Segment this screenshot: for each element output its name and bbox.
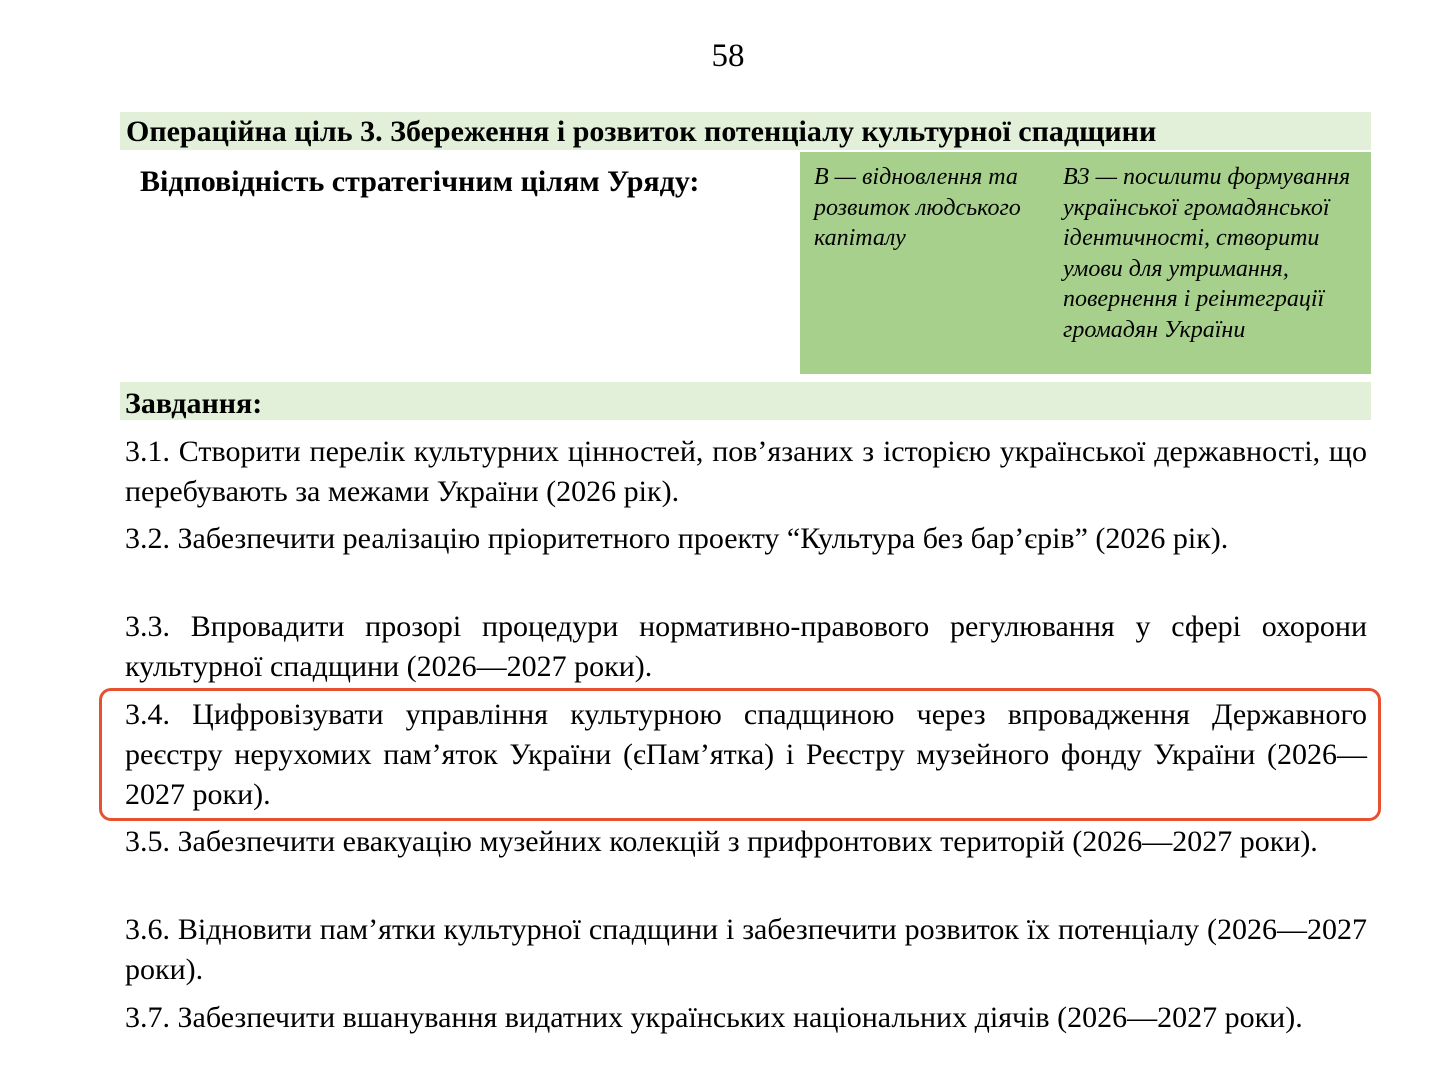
operational-goal-header: Операційна ціль 3. Збереження і розвиток потенціалу культурної спадщини [120,112,1371,150]
task-item: 3.7. Забезпечити вшанування видатних українських національних діячів (2026—2027 роки). [125,1001,1303,1034]
task-item: 3.5. Забезпечити евакуацію музейних колекцій з прифронтових територій (2026—2027 роки). [125,825,1318,858]
tasks-header: Завдання: [120,382,1371,420]
task-item-highlighted: 3.4. Цифровізувати управління культурною спадщиною через впровадження Державного реєстру нерухомих пам’яток України (єПам’ятка) і Реєстру музейного фонду України (2026—2027 роки). [125,698,1367,811]
page-number: 58 [711,38,745,74]
task-item: 3.1. Створити перелік культурних цінностей, пов’язаних з історією української державності, що перебувають за межами України (2026 рік). [125,435,1367,508]
highlight-box [99,688,1381,821]
strategic-goals-box [800,152,1371,374]
strategic-subgoal-cell: В3 — посилити формування української громадянської ідентичності, створити умови для утримання, повернення і реінтеграції громадян України [1063,164,1351,343]
task-item: 3.6. Відновити пам’ятки культурної спадщини і забезпечити розвиток їх потенціалу (2026—2027 роки). [125,913,1367,986]
task-item: 3.2. Забезпечити реалізацію пріоритетного проекту “Культура без бар’єрів” (2026 рік). [125,522,1229,555]
strategic-goal-cell: В — відновлення та розвиток людського капіталу [814,164,1021,251]
alignment-label: Відповідність стратегічним цілям Уряду: [140,165,700,198]
task-item: 3.3. Впровадити прозорі процедури нормативно-правового регулювання у сфері охорони культурної спадщини (2026—2027 роки). [125,610,1367,683]
